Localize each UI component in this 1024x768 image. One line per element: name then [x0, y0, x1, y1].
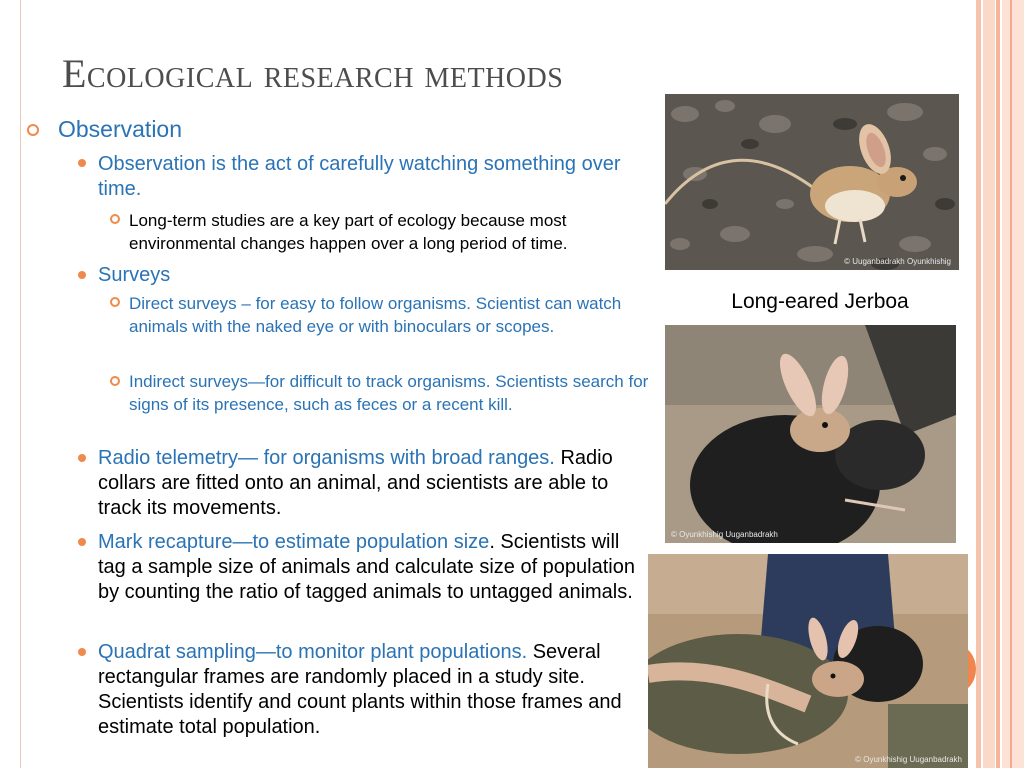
slide-title: Ecological research methods — [62, 51, 564, 96]
bullet-dot-icon — [78, 454, 86, 462]
bullet-dot-icon — [78, 538, 86, 546]
jerboa-photo-ground — [665, 94, 959, 270]
mark-recapture-text: . Scientists will tag a sample size of animals and calculate size of population by counting the ratio of tagged animals to untagged animals. — [98, 531, 635, 603]
photo-credit: © Oyunkhishig Uuganbadrakh — [671, 530, 778, 539]
border-stripe — [1010, 0, 1012, 768]
bullet-ring-icon — [110, 297, 120, 307]
heading-observation: Observation — [58, 116, 183, 142]
bullet-dot-icon — [78, 271, 86, 279]
bullet-ring-icon — [110, 214, 120, 224]
photo-credit: © Uuganbadrakh Oyunkhishig — [844, 257, 951, 266]
border-stripe — [983, 0, 995, 768]
radio-telemetry-lead: Radio telemetry— for organisms with broad ranges. — [98, 447, 555, 469]
left-rule — [20, 0, 21, 768]
photo-caption: Long-eared Jerboa — [731, 290, 909, 313]
quadrat-sampling-lead: Quadrat sampling—to monitor plant populations. — [98, 641, 528, 663]
quadrat-sampling-text: Several rectangular frames are randomly placed in a study site. Scientists identify and count plants within those frames and estimate total population. — [98, 641, 622, 738]
mark-recapture-lead: Mark recapture—to estimate population size — [98, 531, 490, 553]
photo-credit: © Oyunkhishig Uuganbadrakh — [855, 755, 962, 764]
jerboa-photo-gloved-hand — [665, 325, 956, 543]
heading-surveys: Surveys — [98, 264, 171, 286]
jerboa-photo-field — [648, 554, 968, 768]
observation-detail: Long-term studies are a key part of ecology because most environmental changes happen over a long period of time. — [129, 211, 568, 253]
bullet-dot-icon — [78, 159, 86, 167]
mark-recapture-item — [98, 530, 643, 605]
border-stripe — [996, 0, 1000, 768]
border-stripe — [1002, 0, 1024, 768]
quadrat-sampling-item — [98, 640, 628, 740]
bullet-dot-icon — [78, 648, 86, 656]
radio-telemetry-item — [98, 446, 628, 521]
surveys-indirect: Indirect surveys—for difficult to track organisms. Scientists search for signs of its presence, such as feces or a recent kill. — [129, 372, 649, 414]
observation-definition: Observation is the act of carefully watching something over time. — [98, 153, 621, 200]
bullet-ring-icon — [110, 376, 120, 386]
bullet-ring-icon — [27, 124, 39, 136]
border-stripe — [976, 0, 981, 768]
radio-telemetry-text: Radio collars are fitted onto an animal, and scientists are able to track its movements. — [98, 447, 613, 519]
surveys-direct: Direct surveys – for easy to follow organisms. Scientist can watch animals with the naked eye or with binoculars or scopes. — [129, 294, 622, 336]
